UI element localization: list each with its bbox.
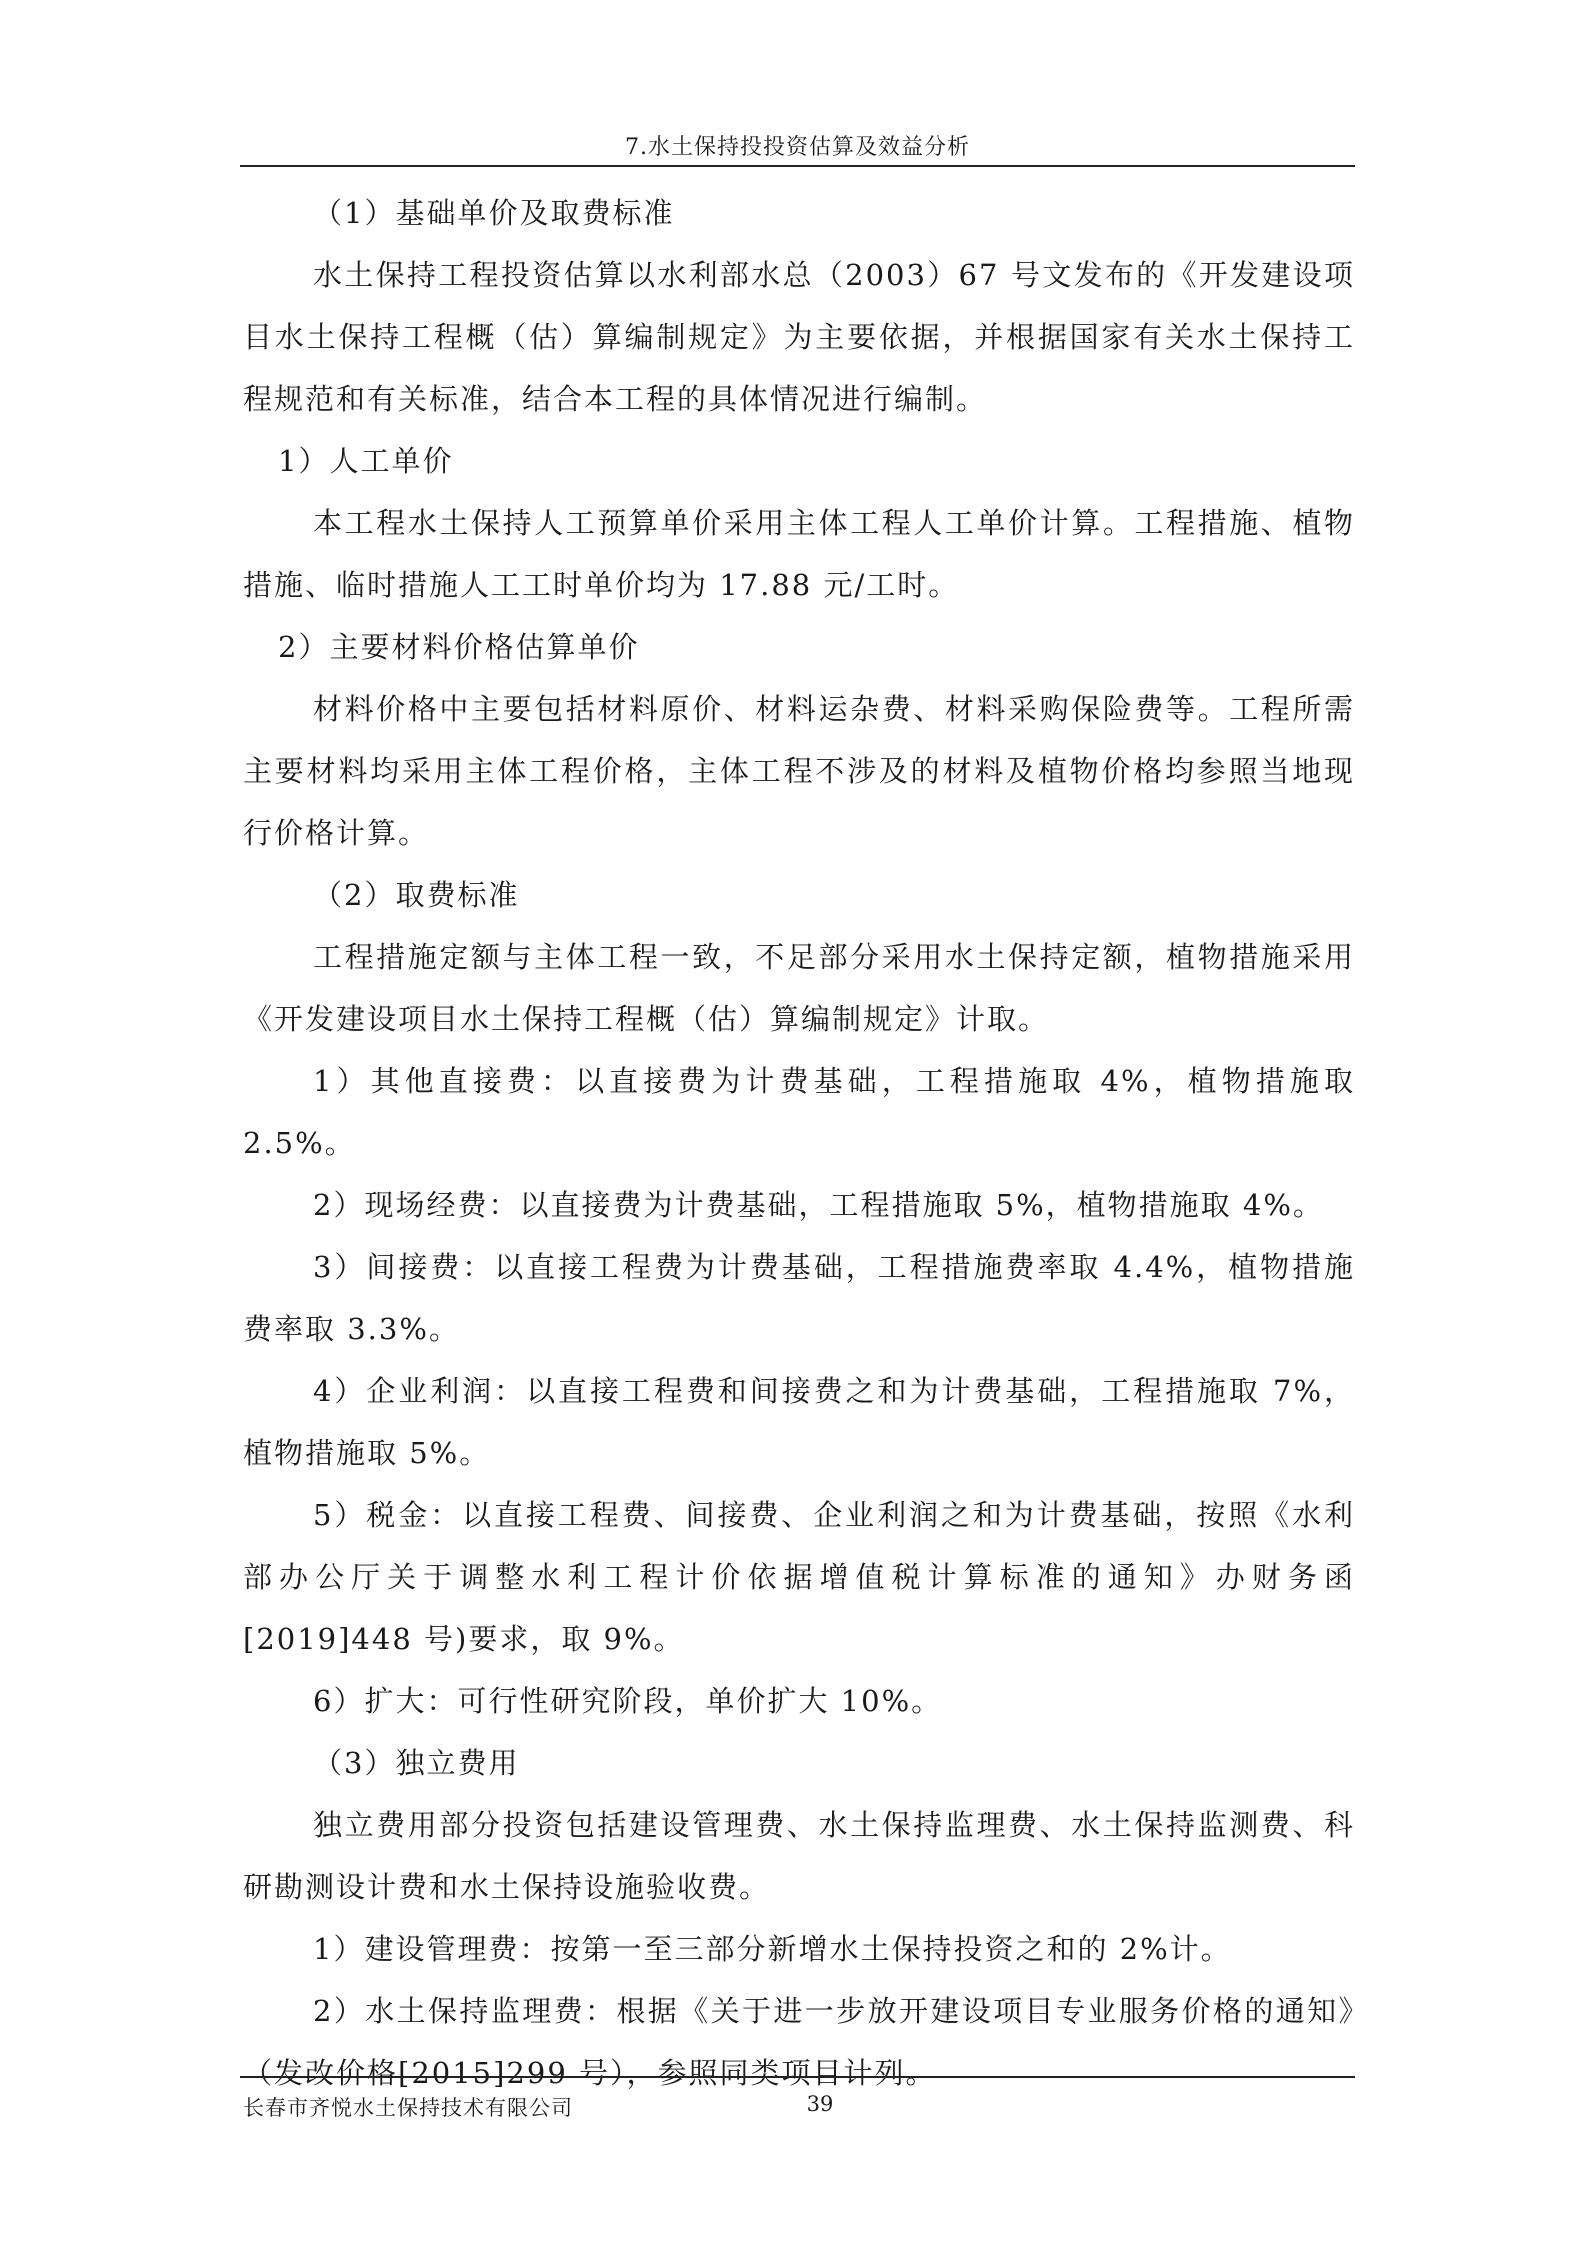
list-item-supervision-fee: 2）水土保持监理费：根据《关于进一步放开建设项目专业服务价格的通知》（发改价格[2015]299 号），参照同类项目计列。 [243, 1994, 1355, 2090]
list-item-site-cost: 2）现场经费：以直接费为计费基础，工程措施取 5%，植物措施取 4%。 [313, 1188, 1324, 1222]
list-item-enterprise-profit: 4）企业利润：以直接工程费和间接费之和为计费基础，工程措施取 7%，植物措施取 5%。 [243, 1374, 1355, 1470]
section-heading-basic-unit-price: （1）基础单价及取费标准 [313, 196, 675, 230]
section-heading-independent-cost: （3）独立费用 [313, 1746, 520, 1780]
document-body [243, 182, 1355, 2104]
list-item-other-direct-cost: 1）其他直接费：以直接费为计费基础，工程措施取 4%，植物措施取 2.5%。 [243, 1064, 1355, 1160]
list-item-tax: 5）税金：以直接工程费、间接费、企业利润之和为计费基础，按照《水利部办公厅关于调整水利工程计价依据增值税计算标准的通知》办财务函[2019]448 号)要求，取 9%。 [243, 1498, 1355, 1656]
list-item-management-fee: 1）建设管理费：按第一至三部分新增水土保持投资之和的 2%计。 [313, 1932, 1232, 1966]
paragraph-estimate-basis: 水土保持工程投资估算以水利部水总（2003）67 号文发布的《开发建设项目水土保持工程概（估）算编制规定》为主要依据，并根据国家有关水土保持工程规范和有关标准，结合本工程的具体情况进行编制。 [243, 258, 1355, 416]
paragraph-fee-standard: 工程措施定额与主体工程一致，不足部分采用水土保持定额，植物措施采用《开发建设项目水土保持工程概（估）算编制规定》计取。 [243, 940, 1355, 1036]
header-divider [240, 165, 1355, 167]
footer-company-name: 长春市齐悦水土保持技术有限公司 [243, 2096, 573, 2120]
paragraph-labor-unit-price: 本工程水土保持人工预算单价采用主体工程人工单价计算。工程措施、植物措施、临时措施人工工时单价均为 17.88 元/工时。 [243, 506, 1355, 602]
paragraph-material-price: 材料价格中主要包括材料原价、材料运杂费、材料采购保险费等。工程所需主要材料均采用主体工程价格，主体工程不涉及的材料及植物价格均参照当地现行价格计算。 [243, 692, 1355, 850]
paragraph-independent-cost: 独立费用部分投资包括建设管理费、水土保持监理费、水土保持监测费、科研勘测设计费和水土保持设施验收费。 [243, 1808, 1355, 1904]
subheading-labor-unit-price: 1）人工单价 [278, 444, 454, 478]
page-header-title: 7.水土保持投投资估算及效益分析 [625, 135, 970, 160]
section-heading-fee-standard: （2）取费标准 [313, 878, 520, 912]
page-number: 39 [806, 2092, 834, 2116]
footer-divider [240, 2076, 1355, 2078]
list-item-expansion: 6）扩大：可行性研究阶段，单价扩大 10%。 [313, 1684, 943, 1718]
list-item-indirect-cost: 3）间接费：以直接工程费为计费基础，工程措施费率取 4.4%，植物措施费率取 3.3%。 [243, 1250, 1355, 1346]
subheading-material-price: 2）主要材料价格估算单价 [278, 630, 640, 664]
